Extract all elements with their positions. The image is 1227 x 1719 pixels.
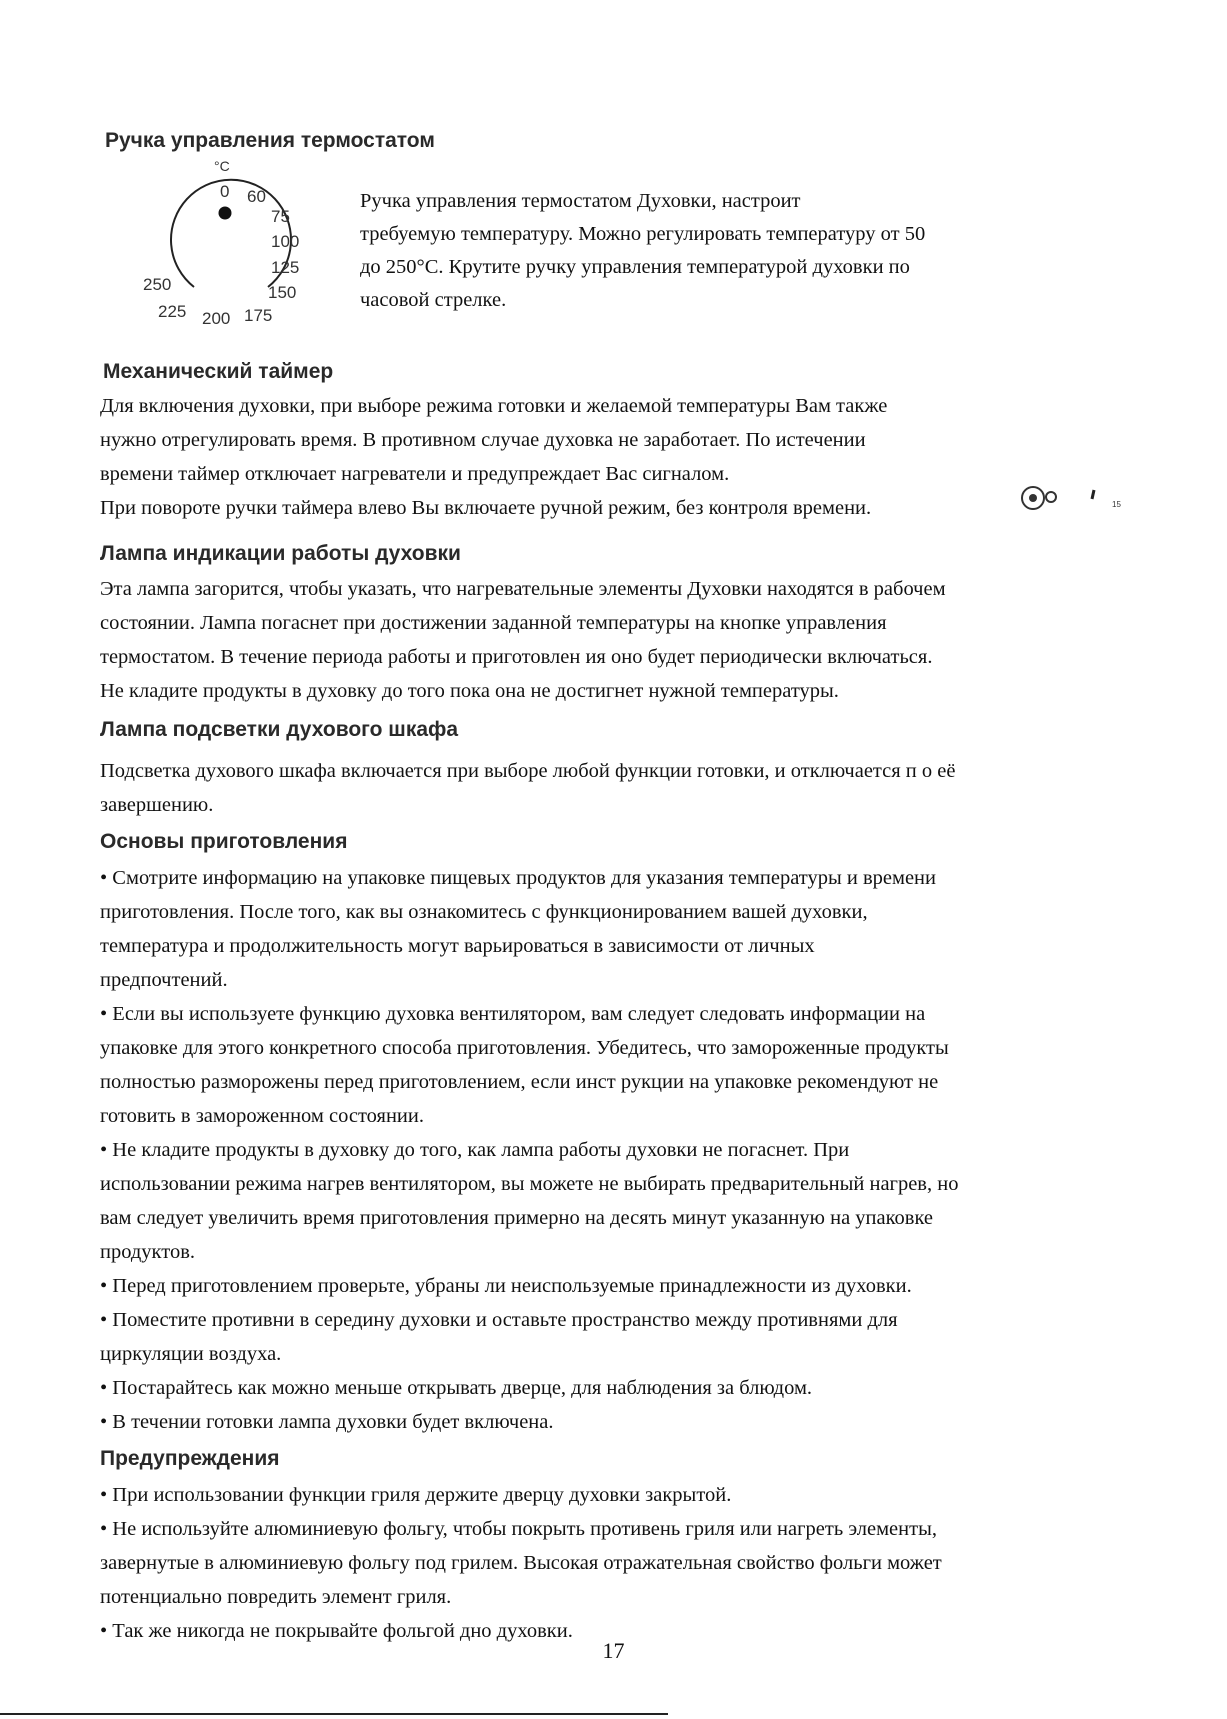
warnings-text xyxy=(100,1478,1130,1648)
text-line: использовании режима нагрев вентилятором, вы можете не выбирать предварительный нагрев, но xyxy=(100,1173,959,1195)
footer-divider xyxy=(0,1713,668,1715)
text-line: Ручка управления термостатом Духовки, настроит xyxy=(360,190,801,212)
text-line: приготовления. После того, как вы ознакомитесь с функционированием вашей духовки, xyxy=(100,901,868,923)
text-line: вам следует увеличить время приготовления примерно на десять минут указанную на упаковке xyxy=(100,1207,934,1229)
basics-text xyxy=(100,861,1130,1439)
thermostat-description xyxy=(360,185,1060,317)
thermostat-dial-icon xyxy=(140,155,320,335)
text-line: готовить в замороженном состоянии. xyxy=(100,1105,424,1127)
timer-text xyxy=(100,389,1130,525)
dial-label: 0 xyxy=(220,182,230,201)
dial-label: 75 xyxy=(271,207,290,226)
text-line: • При использовании функции гриля держите дверцу духовки закрытой. xyxy=(100,1484,732,1506)
text-line: • Так же никогда не покрывайте фольгой дно духовки. xyxy=(100,1620,573,1642)
text-line: завернутые в алюминиевую фольгу под грилем. Высокая отражательная свойство фольги может xyxy=(100,1552,942,1574)
text-line: продуктов. xyxy=(100,1241,195,1263)
text-line: нужно отрегулировать время. В противном случае духовка не заработает. По истечении xyxy=(100,429,866,451)
dial-pointer-dot xyxy=(219,207,232,220)
dial-unit: °C xyxy=(214,158,230,174)
text-line: температура и продолжительность могут варьироваться в зависимости от личных xyxy=(100,935,815,957)
text-line: часовой стрелке. xyxy=(360,289,507,311)
heading-thermostat: Ручка управления термостатом xyxy=(105,129,435,152)
text-line: предпочтений. xyxy=(100,969,228,991)
dial-label: 150 xyxy=(268,283,297,302)
timer-symbol-icon xyxy=(1020,485,1130,515)
text-line: до 250°C. Крутите ручку управления температурой духовки по xyxy=(360,256,910,278)
text-line: потенциально повредить элемент гриля. xyxy=(100,1586,452,1608)
text-line: • Если вы используете функцию духовка вентилятором, вам следует следовать информации на xyxy=(100,1003,926,1025)
text-line: завершению. xyxy=(100,794,214,816)
text-line: упаковке для этого конкретного способа приготовления. Убедитесь, что замороженные продукты xyxy=(100,1037,949,1059)
text-line: • Перед приготовлением проверьте, убраны ли неиспользуемые принадлежности из духовки. xyxy=(100,1275,912,1297)
text-line: состоянии. Лампа погаснет при достижении заданной температуры на кнопке управления xyxy=(100,612,887,634)
heading-timer: Механический таймер xyxy=(103,360,334,383)
dial-label: 250 xyxy=(143,275,172,294)
dial-label: 225 xyxy=(158,302,187,321)
text-line: циркуляции воздуха. xyxy=(100,1343,282,1365)
text-line: • Не кладите продукты в духовку до того, как лампа работы духовки не погаснет. При xyxy=(100,1139,850,1161)
dial-label: 175 xyxy=(244,306,273,325)
dial-label: 125 xyxy=(271,258,300,277)
text-line: Подсветка духового шкафа включается при выборе любой функции готовки, и отключается п о её xyxy=(100,760,956,782)
text-line: полностью разморожены перед приготовлением, если инст рукции на упаковке рекомендуют не xyxy=(100,1071,939,1093)
heading-cabinet-light: Лампа подсветки духового шкафа xyxy=(100,718,459,741)
text-line: • В течении готовки лампа духовки будет включена. xyxy=(100,1411,554,1433)
dial-label: 100 xyxy=(271,232,300,251)
page-number: 17 xyxy=(602,1638,625,1663)
text-line: времени таймер отключает нагреватели и предупреждает Вас сигналом. xyxy=(100,463,730,485)
text-line: Не кладите продукты в духовку до того пока она не достигнет нужной температуры. xyxy=(100,680,839,702)
dial-label: 200 xyxy=(202,309,231,328)
indicator-lamp-text xyxy=(100,572,1130,708)
text-line: Эта лампа загорится, чтобы указать, что нагревательные элементы Духовки находятся в рабочем xyxy=(100,578,946,600)
text-line: термостатом. В течение периода работы и приготовлен ия оно будет периодически включаться. xyxy=(100,646,933,668)
heading-indicator-lamp: Лампа индикации работы духовки xyxy=(100,542,461,565)
heading-warnings: Предупреждения xyxy=(100,1447,280,1470)
text-line: Для включения духовки, при выборе режима готовки и желаемой температуры Вам также xyxy=(100,395,888,417)
heading-basics: Основы приготовления xyxy=(100,830,348,853)
text-line: • Поместите противни в середину духовки и оставьте пространство между противнями для xyxy=(100,1309,898,1331)
text-line: • Постарайтесь как можно меньше открывать дверце, для наблюдения за блюдом. xyxy=(100,1377,813,1399)
text-line: При повороте ручки таймера влево Вы включаете ручной режим, без контроля времени. xyxy=(100,497,872,519)
text-line: требуемую температуру. Можно регулировать температуру от 50 xyxy=(360,223,926,245)
cabinet-light-text xyxy=(100,754,1130,822)
dial-label: 60 xyxy=(247,187,266,206)
timer-icon-number: 15 xyxy=(1112,500,1121,509)
text-line: • Не используйте алюминиевую фольгу, чтобы покрыть противень гриля или нагреть элементы, xyxy=(100,1518,937,1540)
text-line: • Смотрите информацию на упаковке пищевых продуктов для указания температуры и времени xyxy=(100,867,936,889)
